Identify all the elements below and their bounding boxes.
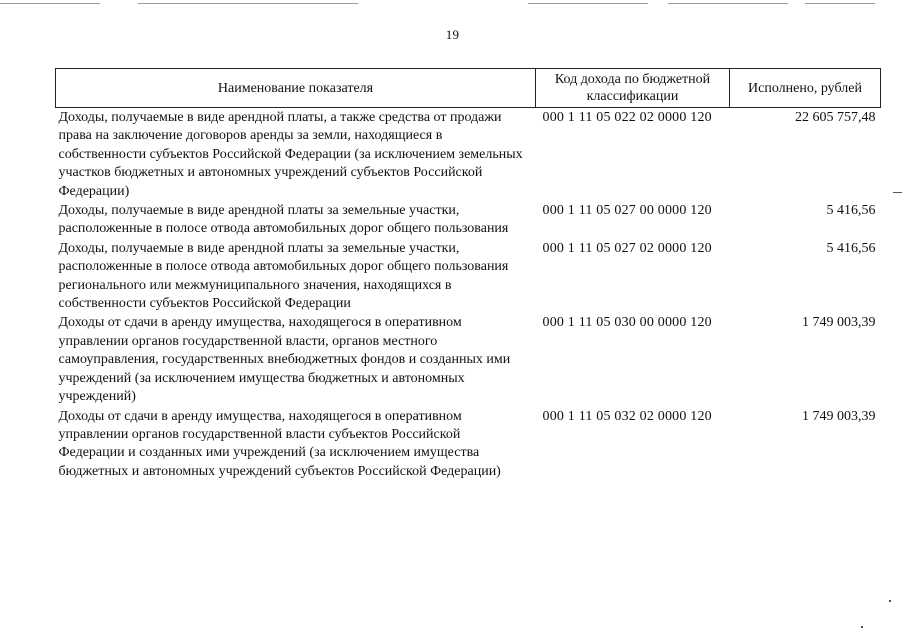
scan-margin-mark: [861, 626, 863, 628]
income-code: 000 1 11 05 022 02 0000 120: [542, 110, 712, 125]
table-row: [56, 108, 881, 202]
indicator-name: Доходы от сдачи в аренду имущества, находящегося в оперативном управлении органов государственной власти, органов местного самоуправления, государственных внебюджетных фондов и созданных ими учреждений (за исключением имущества бюджетных и автономных учреждений): [58, 315, 511, 405]
income-code: 000 1 11 05 027 02 0000 120: [542, 240, 712, 256]
income-code: 000 1 11 05 030 00 0000 120: [542, 315, 712, 331]
executed-amount: 1 749 003,39: [802, 315, 876, 331]
executed-amount: 1 749 003,39: [802, 408, 876, 424]
executed-amount: 5 416,56: [826, 240, 876, 256]
scan-margin-mark: [893, 192, 902, 193]
table-row: [56, 201, 881, 239]
scan-margin-mark: [889, 600, 891, 602]
header-income-code: Код дохода по бюджетной классификации: [536, 69, 730, 108]
table-row: [56, 239, 881, 314]
income-code: 000 1 11 05 027 00 0000 120: [542, 203, 712, 219]
table-row: [56, 313, 881, 406]
scan-edge-line: [0, 3, 100, 4]
income-code: 000 1 11 05 032 02 0000 120: [542, 408, 712, 424]
table-row: [56, 407, 881, 482]
scan-edge-line: [805, 3, 875, 4]
indicator-name: Доходы, получаемые в виде арендной платы за земельные участки, расположенные в полосе отвода автомобильных дорог общего пользования: [58, 203, 509, 237]
indicator-name: Доходы, получаемые в виде арендной платы, а также средства от продажи права на заключение договоров аренды за земли, находящиеся в собственности субъектов Российской Федерации (за исключением земельных участков бюджетных и автономных учреждений субъектов Российской Федерации): [58, 110, 523, 199]
scan-edge-line: [668, 3, 788, 4]
scan-edge-line: [138, 3, 358, 4]
table-header-row: [56, 69, 881, 108]
indicator-name: Доходы, получаемые в виде арендной платы за земельные участки, расположенные в полосе отвода автомобильных дорог общего пользования регионального или межмуниципального значения, находящихся в собственности субъектов Российской Федерации: [58, 240, 509, 312]
indicator-name: Доходы от сдачи в аренду имущества, находящегося в оперативном управлении органов государственной власти субъектов Российской Федерации и созданных ими учреждений (за исключением имущества бюджетных и автономных учреждений субъектов Российской Федерации): [58, 408, 501, 479]
header-indicator-name: Наименование показателя: [56, 69, 536, 108]
executed-amount: 22 605 757,48: [795, 110, 876, 125]
executed-amount: 5 416,56: [826, 203, 876, 219]
page-number: 19: [445, 27, 460, 42]
scan-edge-line: [528, 3, 648, 4]
header-executed-amount: Исполнено, рублей: [730, 69, 881, 108]
revenue-table: [55, 68, 881, 481]
